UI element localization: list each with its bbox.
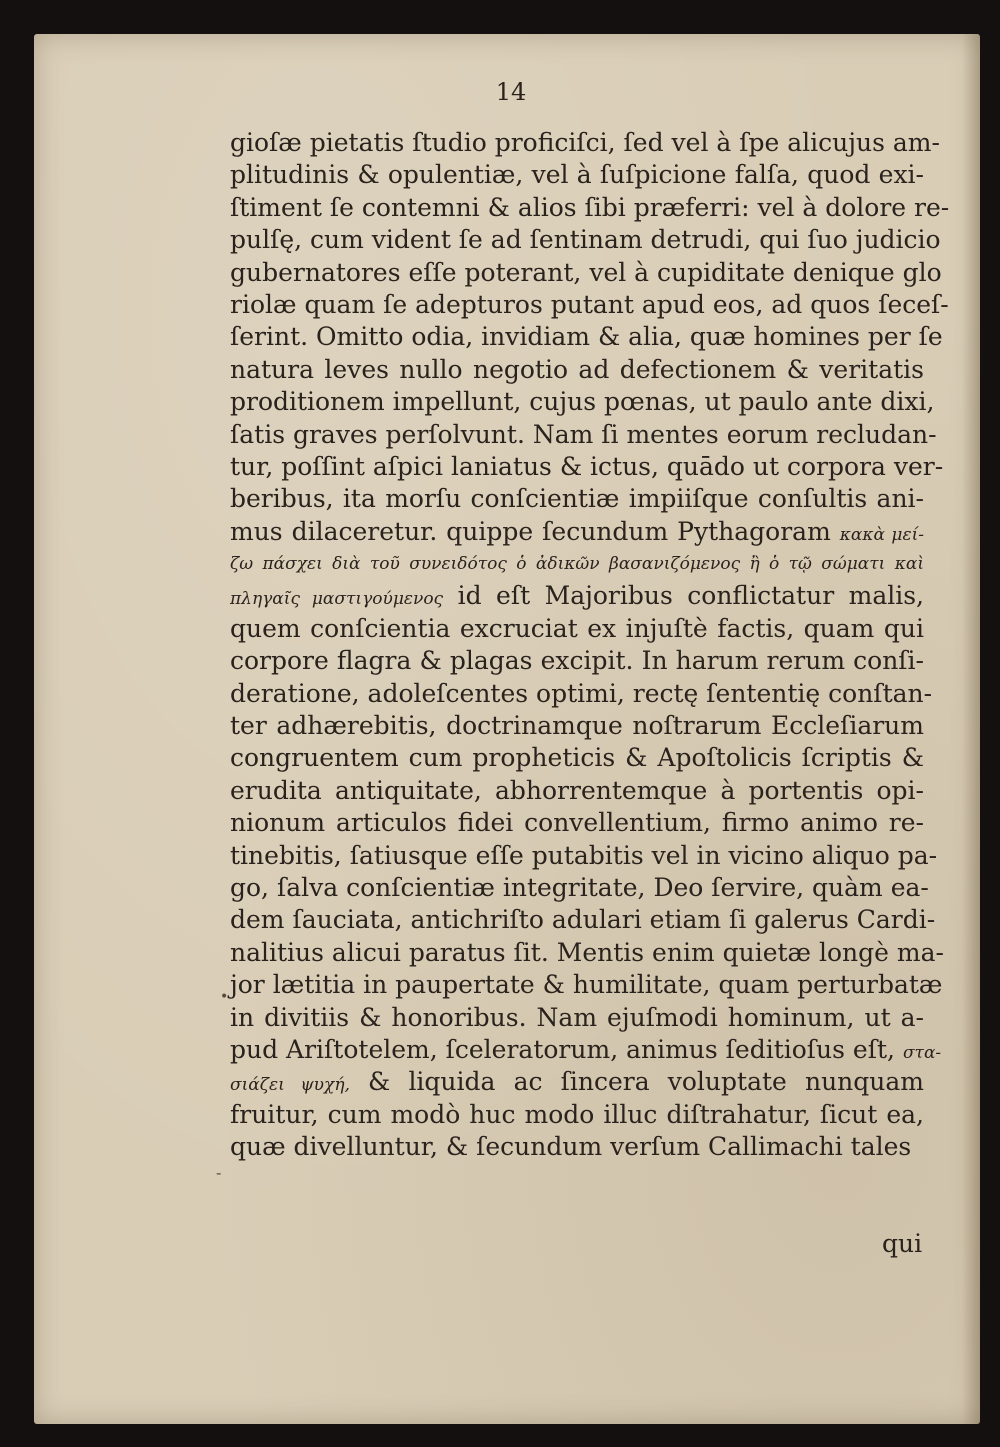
text-line: ζω πάσχει διὰ τοῦ συνειδότος ὁ ἀδικῶν βασανιζόμενος ἢ ὁ τῷ σώματι καὶ (230, 554, 924, 575)
greek-text: σιάζει ψυχή, (230, 1075, 350, 1096)
text-line: erudita antiquitate, abhorrentemque à portentis opi- (230, 775, 924, 805)
text-line (230, 580, 924, 612)
page-number: 14 (495, 78, 527, 106)
text-line (230, 1066, 924, 1098)
text-line: tinebitis, ſatiusque eſſe putabitis vel in vicino aliquo pa- (230, 840, 938, 870)
text-line: plitudinis & opulentiæ, vel à ſuſpicione falſa, quod exi- (230, 160, 924, 190)
text-line: deratione, adoleſcentes optimi, rectę ſententię conſtan- (230, 678, 933, 708)
text-line: quem conſcientia excruciat ex injuſtè factis, quam qui (230, 613, 924, 643)
text-line: go, ſalva conſcientiæ integritate, Deo ſervire, quàm ea- (230, 872, 929, 902)
margin-dash: - (216, 1163, 222, 1182)
book-page (34, 34, 980, 1424)
greek-text: πληγαῖς μαστιγούμενος (230, 589, 444, 610)
text-line: gubernatores eſſe poterant, vel à cupiditate denique glo (230, 257, 942, 287)
text-line: ter adhærebitis, doctrinamque noſtrarum Eccleſiarum (230, 711, 924, 741)
text-line: jor lætitia in paupertate & humilitate, quam perturbatæ (230, 970, 943, 1000)
text-line: ſatis graves perſolvunt. Nam ſi mentes eorum recludan- (230, 419, 937, 449)
latin-text: mus dilaceretur. quippe ſecundum Pythagoram (230, 516, 831, 546)
text-line: proditionem impellunt, cujus pœnas, ut paulo ante dixi, (230, 387, 935, 417)
text-line: nalitius alicui paratus ſit. Mentis enim quietæ longè ma- (230, 937, 944, 967)
text-line: dem ſauciata, antichriſto adulari etiam ſi galerus Cardi- (230, 905, 936, 935)
text-line: riolæ quam ſe adepturos putant apud eos, ad quos ſeceſ- (230, 289, 949, 319)
text-line: ſerint. Omitto odia, invidiam & alia, quæ homines per ſe (230, 322, 943, 352)
text-line: tur, poſſint aſpici laniatus & ictus, quādo ut corpora ver- (230, 451, 944, 481)
text-line: nionum articulos fidei convellentium, firmo animo re- (230, 808, 924, 838)
text-line: congruentem cum propheticis & Apoſtolicis ſcriptis & (230, 743, 924, 773)
latin-text: id eſt Majoribus conflictatur malis, (457, 581, 925, 611)
page-edge-shading (962, 34, 980, 1424)
text-line: quæ divelluntur, & ſecundum verſum Callimachi tales (230, 1132, 912, 1162)
margin-mark: • (220, 989, 229, 1005)
text-line: gioſæ pietatis ſtudio proficiſci, ſed vel à ſpe alicujus am- (230, 128, 940, 157)
latin-text: & liquida ac ſincera voluptate nunquam (368, 1067, 924, 1097)
body-text (230, 127, 950, 1164)
text-line: beribus, ita morſu conſcientiæ impiiſque conſultis ani- (230, 484, 924, 514)
text-line: in divitiis & honoribus. Nam ejuſmodi hominum, ut a- (230, 1002, 924, 1032)
latin-text: pud Ariſtotelem, ſceleratorum, animus ſeditioſus eſt, (230, 1034, 895, 1064)
text-line (230, 516, 924, 548)
text-line: corpore flagra & plagas excipit. In harum rerum conſi- (230, 646, 924, 676)
text-line (230, 1034, 942, 1066)
text-line: pulſę, cum vident ſe ad ſentinam detrudi, qui ſuo judicio (230, 225, 941, 255)
catchword: qui (882, 1229, 923, 1258)
text-line: fruitur, cum modò huc modo illuc diſtrahatur, ſicut ea, (230, 1099, 924, 1129)
greek-text: στα- (902, 1042, 942, 1063)
text-line: natura leves nullo negotio ad defectionem & veritatis (230, 354, 924, 384)
greek-text: κακὰ μεί- (839, 524, 924, 545)
text-line: ſtiment ſe contemni & alios ſibi præferri: vel à dolore re- (230, 192, 950, 222)
